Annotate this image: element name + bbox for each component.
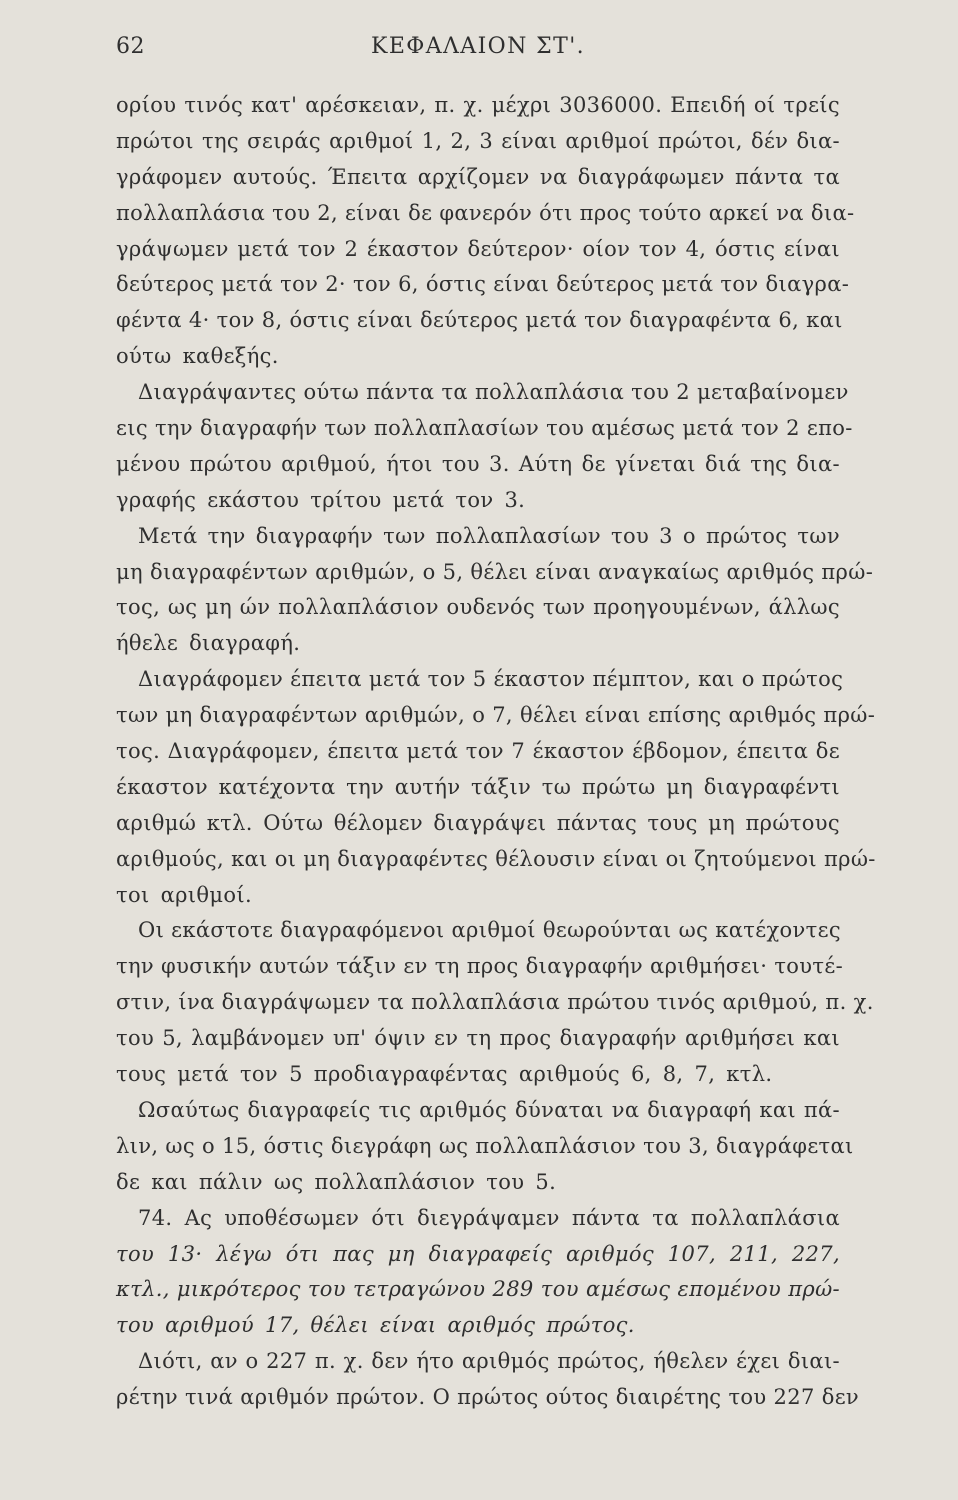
text-line: ορίου τινός κατ' αρέσκειαν, π. χ. μέχρι 3036000. Επειδή οί τρείς bbox=[116, 93, 840, 117]
page-header bbox=[116, 34, 840, 66]
text-line: τους μετά τον 5 προδιαγραφέντας αριθμούς 6, 8, 7, κτλ. bbox=[116, 1062, 773, 1087]
text-line: γραφής εκάστου τρίτου μετά τον 3. bbox=[116, 487, 526, 512]
text-line: πρώτοι της σειράς αριθμοί 1, 2, 3 είναι αριθμοί πρώτοι, δέν δια- bbox=[116, 128, 840, 153]
text-line: πολλαπλάσια του 2, είναι δε φανερόν ότι προς τούτο αρκεί να δια- bbox=[116, 200, 855, 225]
text-line: Οι εκάστοτε διαγραφόμενοι αριθμοί θεωρούνται ως κατέχοντες bbox=[138, 918, 841, 943]
text-line: του 5, λαμβάνομεν υπ' όψιν εν τη προς διαγραφήν αριθμήσει και bbox=[116, 1026, 840, 1051]
text-line: ούτω καθεξής. bbox=[116, 344, 279, 369]
text-line: ήθελε διαγραφή. bbox=[116, 631, 301, 656]
text-line: τοι αριθμοί. bbox=[116, 882, 252, 907]
text-line: έκαστον κατέχοντα την αυτήν τάξιν τω πρώτω μη διαγραφέντι bbox=[116, 774, 840, 799]
text-line: τος, ως μη ών πολλαπλάσιον ουδενός των προηγουμένων, άλλως bbox=[116, 595, 840, 620]
text-line: λιν, ως ο 15, όστις διεγράφη ως πολλαπλάσιον του 3, διαγράφεται bbox=[116, 1133, 854, 1158]
text-line: δεύτερος μετά τον 2· τον 6, όστις είναι δεύτερος μετά τον διαγρα- bbox=[116, 272, 850, 297]
text-line: στιν, ίνα διαγράψωμεν τα πολλαπλάσια πρώτου τινός αριθμού, π. χ. bbox=[116, 990, 874, 1015]
text-line: γράφομεν αυτούς. Έπειτα αρχίζομεν να διαγράφωμεν πάντα τα bbox=[116, 164, 840, 189]
text-line: του 13· λέγω ότι πας μη διαγραφείς αριθμός 107, 211, 227, bbox=[116, 1241, 840, 1266]
text-line: δε και πάλιν ως πολλαπλάσιον του 5. bbox=[116, 1169, 557, 1194]
page-number: 62 bbox=[116, 34, 145, 59]
text-line: του αριθμού 17, θέλει είναι αριθμός πρώτος. bbox=[116, 1313, 635, 1338]
text-line: των μη διαγραφέντων αριθμών, ο 7, θέλει είναι επίσης αριθμός πρώ- bbox=[116, 703, 876, 728]
text-line: Διαγράψαντες ούτω πάντα τα πολλαπλάσια του 2 μεταβαίνομεν bbox=[138, 380, 849, 405]
body-text bbox=[116, 88, 876, 1416]
text-line: την φυσικήν αυτών τάξιν εν τη προς διαγραφήν αριθμήσει· τουτέ- bbox=[116, 954, 844, 979]
text-line: φέντα 4· τον 8, όστις είναι δεύτερος μετά τον διαγραφέντα 6, και bbox=[116, 308, 843, 333]
running-head: ΚΕΦΑΛΑΙΟΝ ΣΤ'. bbox=[371, 34, 586, 59]
text-line: τος. Διαγράφομεν, έπειτα μετά τον 7 έκαστον έβδομον, έπειτα δε bbox=[116, 739, 840, 764]
text-line: Διότι, αν ο 227 π. χ. δεν ήτο αριθμός πρώτος, ήθελεν έχει διαι- bbox=[138, 1349, 840, 1374]
text-line: Ωσαύτως διαγραφείς τις αριθμός δύναται να διαγραφή και πά- bbox=[138, 1097, 840, 1122]
text-line: εις την διαγραφήν των πολλαπλασίων του αμέσως μετά τον 2 επο- bbox=[116, 416, 853, 441]
text-line: μη διαγραφέντων αριθμών, ο 5, θέλει είναι αναγκαίως αριθμός πρώ- bbox=[116, 559, 874, 584]
text-line: 74. Ας υποθέσωμεν ότι διεγράψαμεν πάντα τα πολλαπλάσια bbox=[138, 1205, 840, 1230]
text-line: αριθμώ κτλ. Ούτω θέλομεν διαγράψει πάντας τους μη πρώτους bbox=[116, 810, 840, 835]
text-line: μένου πρώτου αριθμού, ήτοι του 3. Αύτη δε γίνεται διά της δια- bbox=[116, 451, 840, 476]
text-line: αριθμούς, και οι μη διαγραφέντες θέλουσιν είναι οι ζητούμενοι πρώ- bbox=[116, 846, 876, 871]
text-line: Διαγράφομεν έπειτα μετά τον 5 έκαστον πέμπτον, και ο πρώτος bbox=[138, 667, 844, 692]
text-line: γράψωμεν μετά τον 2 έκαστον δεύτερον· οίον τον 4, όστις είναι bbox=[116, 236, 840, 261]
text-line: Μετά την διαγραφήν των πολλαπλασίων του 3 ο πρώτος των bbox=[138, 523, 840, 548]
text-line: ρέτην τινά αριθμόν πρώτον. Ο πρώτος ούτος διαιρέτης του 227 δεν bbox=[116, 1385, 860, 1410]
text-line: κτλ., μικρότερος του τετραγώνου 289 του αμέσως επομένου πρώ- bbox=[116, 1277, 840, 1302]
